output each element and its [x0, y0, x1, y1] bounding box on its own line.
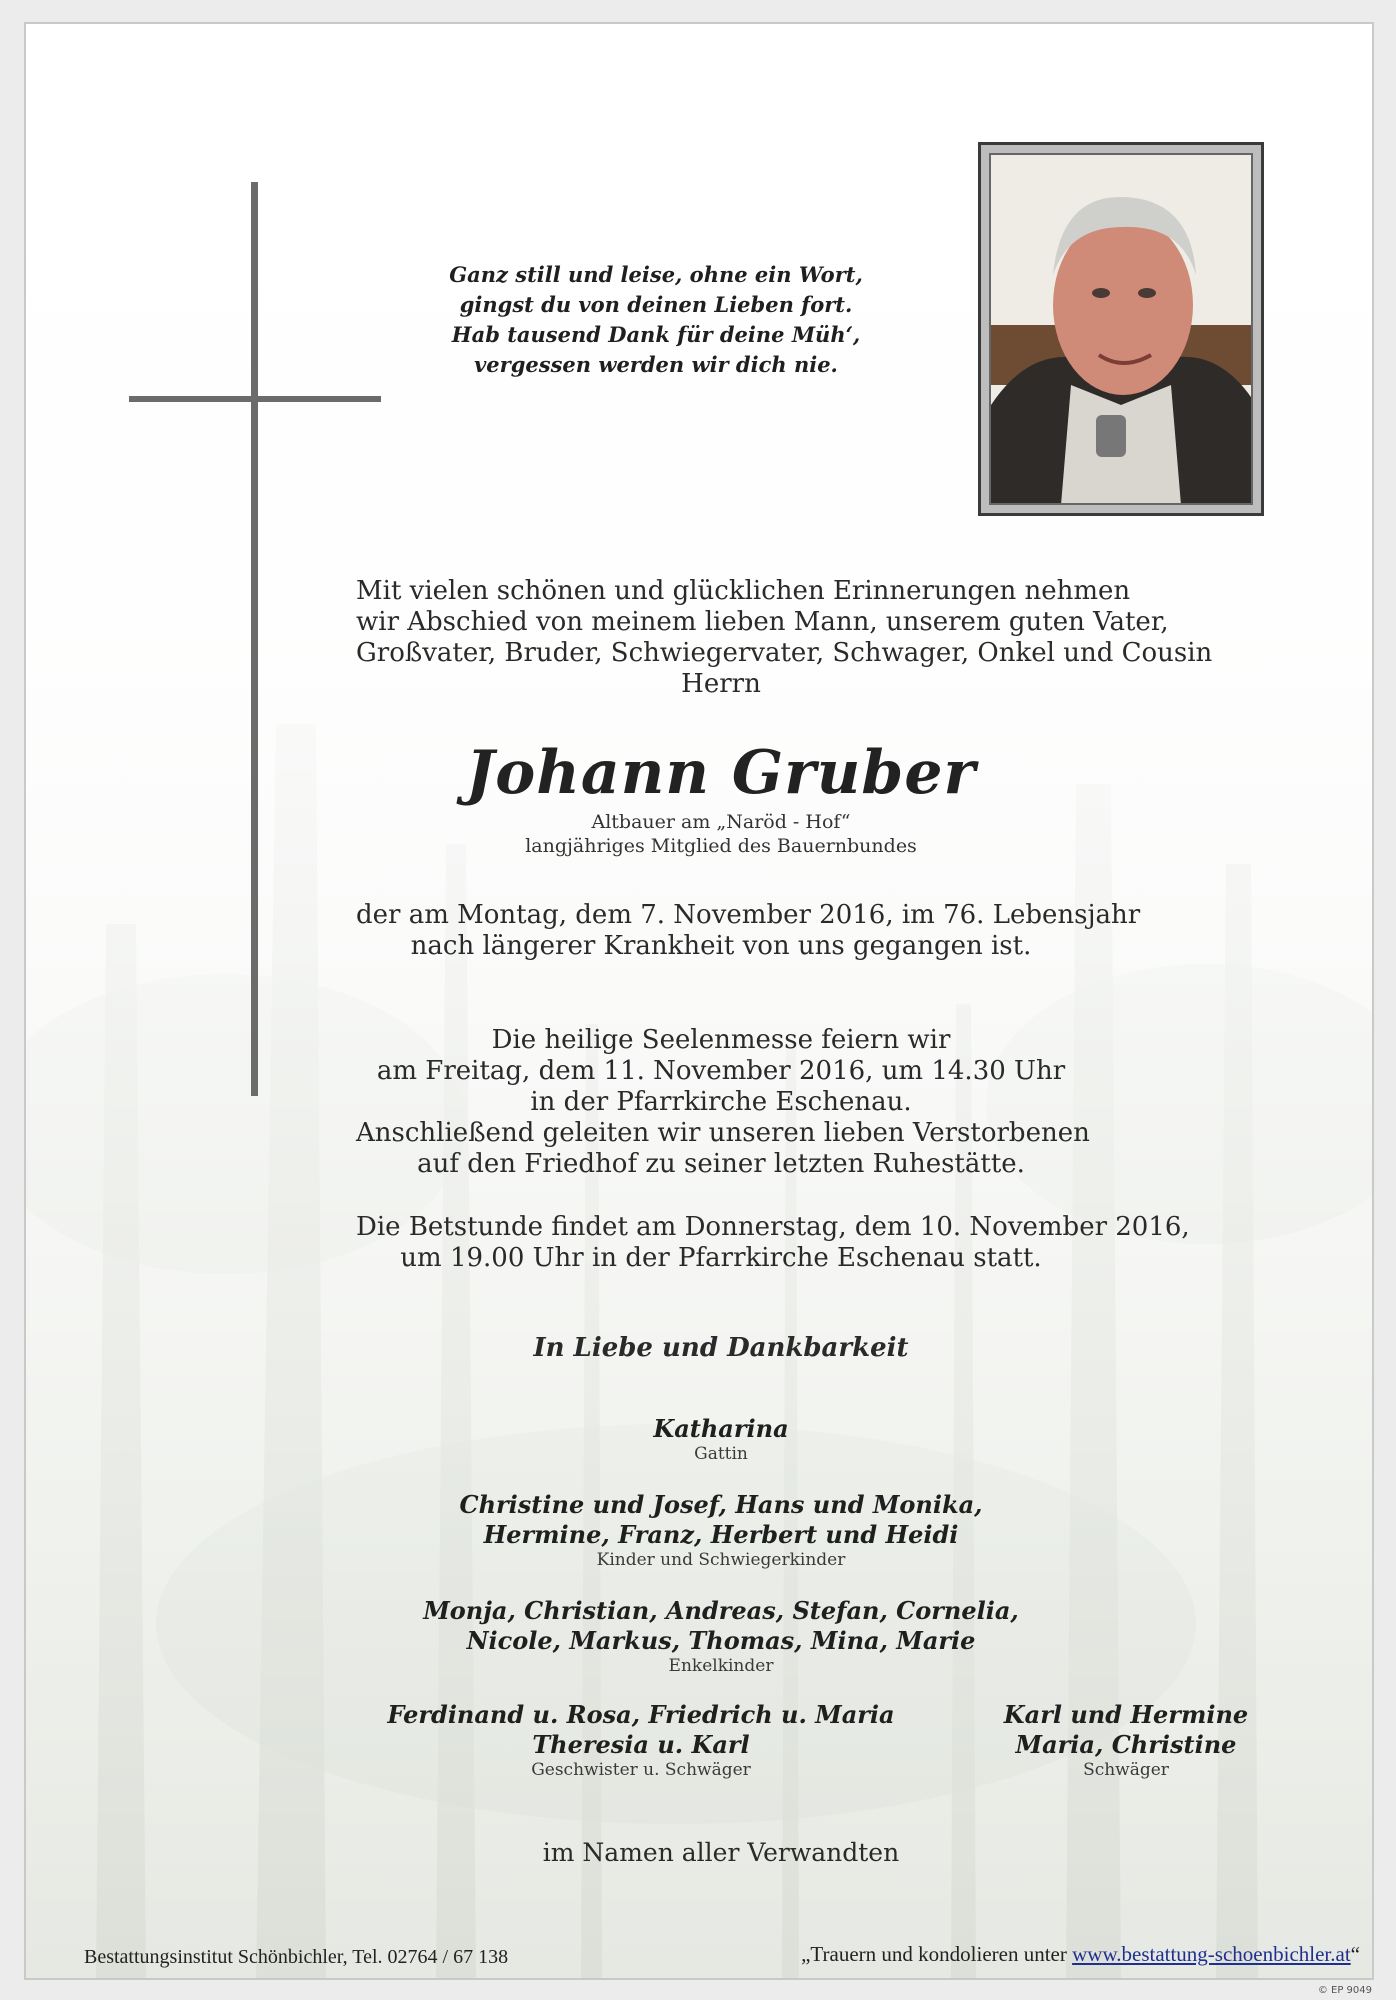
- mourner-names: Hermine, Franz, Herbert und Heidi: [483, 1520, 959, 1549]
- prayer-hour-info: [356, 1212, 1190, 1274]
- cross-vertical-bar: [251, 182, 258, 1096]
- deceased-subtitle: [356, 810, 1086, 858]
- verse-line: Ganz still und leise, ohne ein Wort,: [449, 262, 863, 287]
- mourner-role: Kinder und Schwiegerkinder: [596, 1550, 846, 1570]
- condolence-suffix: “: [1350, 1942, 1360, 1966]
- obituary-sheet: [24, 22, 1374, 1980]
- verse-line: vergessen werden wir dich nie.: [474, 352, 838, 377]
- subtitle-line: Altbauer am „Naröd - Hof“: [591, 811, 851, 833]
- mourner-names: Katharina: [653, 1414, 789, 1443]
- funeral-mass-info: [356, 1025, 1090, 1180]
- death-notice: [356, 900, 1141, 962]
- condolence-prefix: „Trauern und kondolieren unter: [801, 1942, 1073, 1966]
- intro-text: [356, 576, 1213, 700]
- mourner-names: Monja, Christian, Andreas, Stefan, Cornelia,: [423, 1596, 1019, 1625]
- deceased-name: Johann Gruber: [465, 738, 977, 808]
- prayer-line: um 19.00 Uhr in der Pfarrkirche Eschenau statt.: [400, 1243, 1042, 1273]
- condolence-website-link[interactable]: www.bestattung-schoenbichler.at: [1072, 1942, 1351, 1966]
- mourner-group-siblings: [316, 1700, 966, 1781]
- intro-line: Herrn: [681, 669, 761, 699]
- mourner-names: Christine und Josef, Hans und Monika,: [459, 1490, 983, 1519]
- mourner-role: Geschwister u. Schwäger: [531, 1760, 751, 1780]
- mourner-role: Schwäger: [1083, 1760, 1169, 1780]
- mass-line: am Freitag, dem 11. November 2016, um 14.30 Uhr: [376, 1056, 1066, 1086]
- mourner-group-spouse: [356, 1414, 1086, 1465]
- intro-line: Mit vielen schönen und glücklichen Erinnerungen nehmen: [356, 576, 1131, 606]
- closing-line: im Namen aller Verwandten: [542, 1838, 900, 1867]
- verse-line: Hab tausend Dank für deine Müh‘,: [451, 322, 861, 347]
- cross-horizontal-bar: [129, 396, 381, 402]
- prayer-line: Die Betstunde findet am Donnerstag, dem 10. November 2016,: [356, 1212, 1190, 1242]
- intro-line: wir Abschied von meinem lieben Mann, unserem guten Vater,: [356, 607, 1169, 637]
- mourner-role: Gattin: [694, 1444, 748, 1464]
- mourner-names: Maria, Christine: [1015, 1730, 1237, 1759]
- portrait-illustration: [991, 155, 1253, 505]
- verse-line: gingst du von deinen Lieben fort.: [459, 292, 853, 317]
- copyright-code: © EP 9049: [1317, 1985, 1372, 1996]
- mourner-names: Nicole, Markus, Thomas, Mina, Marie: [466, 1626, 976, 1655]
- mass-line: Anschließend geleiten wir unseren lieben Verstorbenen: [356, 1118, 1090, 1148]
- subtitle-line: langjähriges Mitglied des Bauernbundes: [525, 835, 917, 857]
- mass-line: in der Pfarrkirche Eschenau.: [530, 1087, 912, 1117]
- mass-line: Die heilige Seelenmesse feiern wir: [491, 1025, 951, 1055]
- funeral-home-contact: Bestattungsinstitut Schönbichler, Tel. 02764 / 67 138: [84, 1946, 509, 1968]
- mourner-names: Theresia u. Karl: [532, 1730, 750, 1759]
- death-line: der am Montag, dem 7. November 2016, im 76. Lebensjahr: [356, 900, 1141, 930]
- intro-line: Großvater, Bruder, Schwiegervater, Schwager, Onkel und Cousin: [356, 638, 1213, 668]
- mourner-group-children: [356, 1490, 1086, 1571]
- mourner-names: Karl und Hermine: [1003, 1700, 1249, 1729]
- mourner-role: Enkelkinder: [668, 1656, 774, 1676]
- memorial-verse: [406, 260, 906, 380]
- mourner-names: Ferdinand u. Rosa, Friedrich u. Maria: [387, 1700, 895, 1729]
- mourners-heading: In Liebe und Dankbarkeit: [533, 1333, 909, 1363]
- mass-line: auf den Friedhof zu seiner letzten Ruhestätte.: [417, 1149, 1025, 1179]
- death-line: nach längerer Krankheit von uns gegangen ist.: [410, 931, 1032, 961]
- portrait-photo: [989, 153, 1253, 505]
- mourner-group-grandchildren: [356, 1596, 1086, 1677]
- condolence-note: [801, 1942, 1360, 1967]
- mourner-group-in-laws: [956, 1700, 1296, 1781]
- portrait-frame: [978, 142, 1264, 516]
